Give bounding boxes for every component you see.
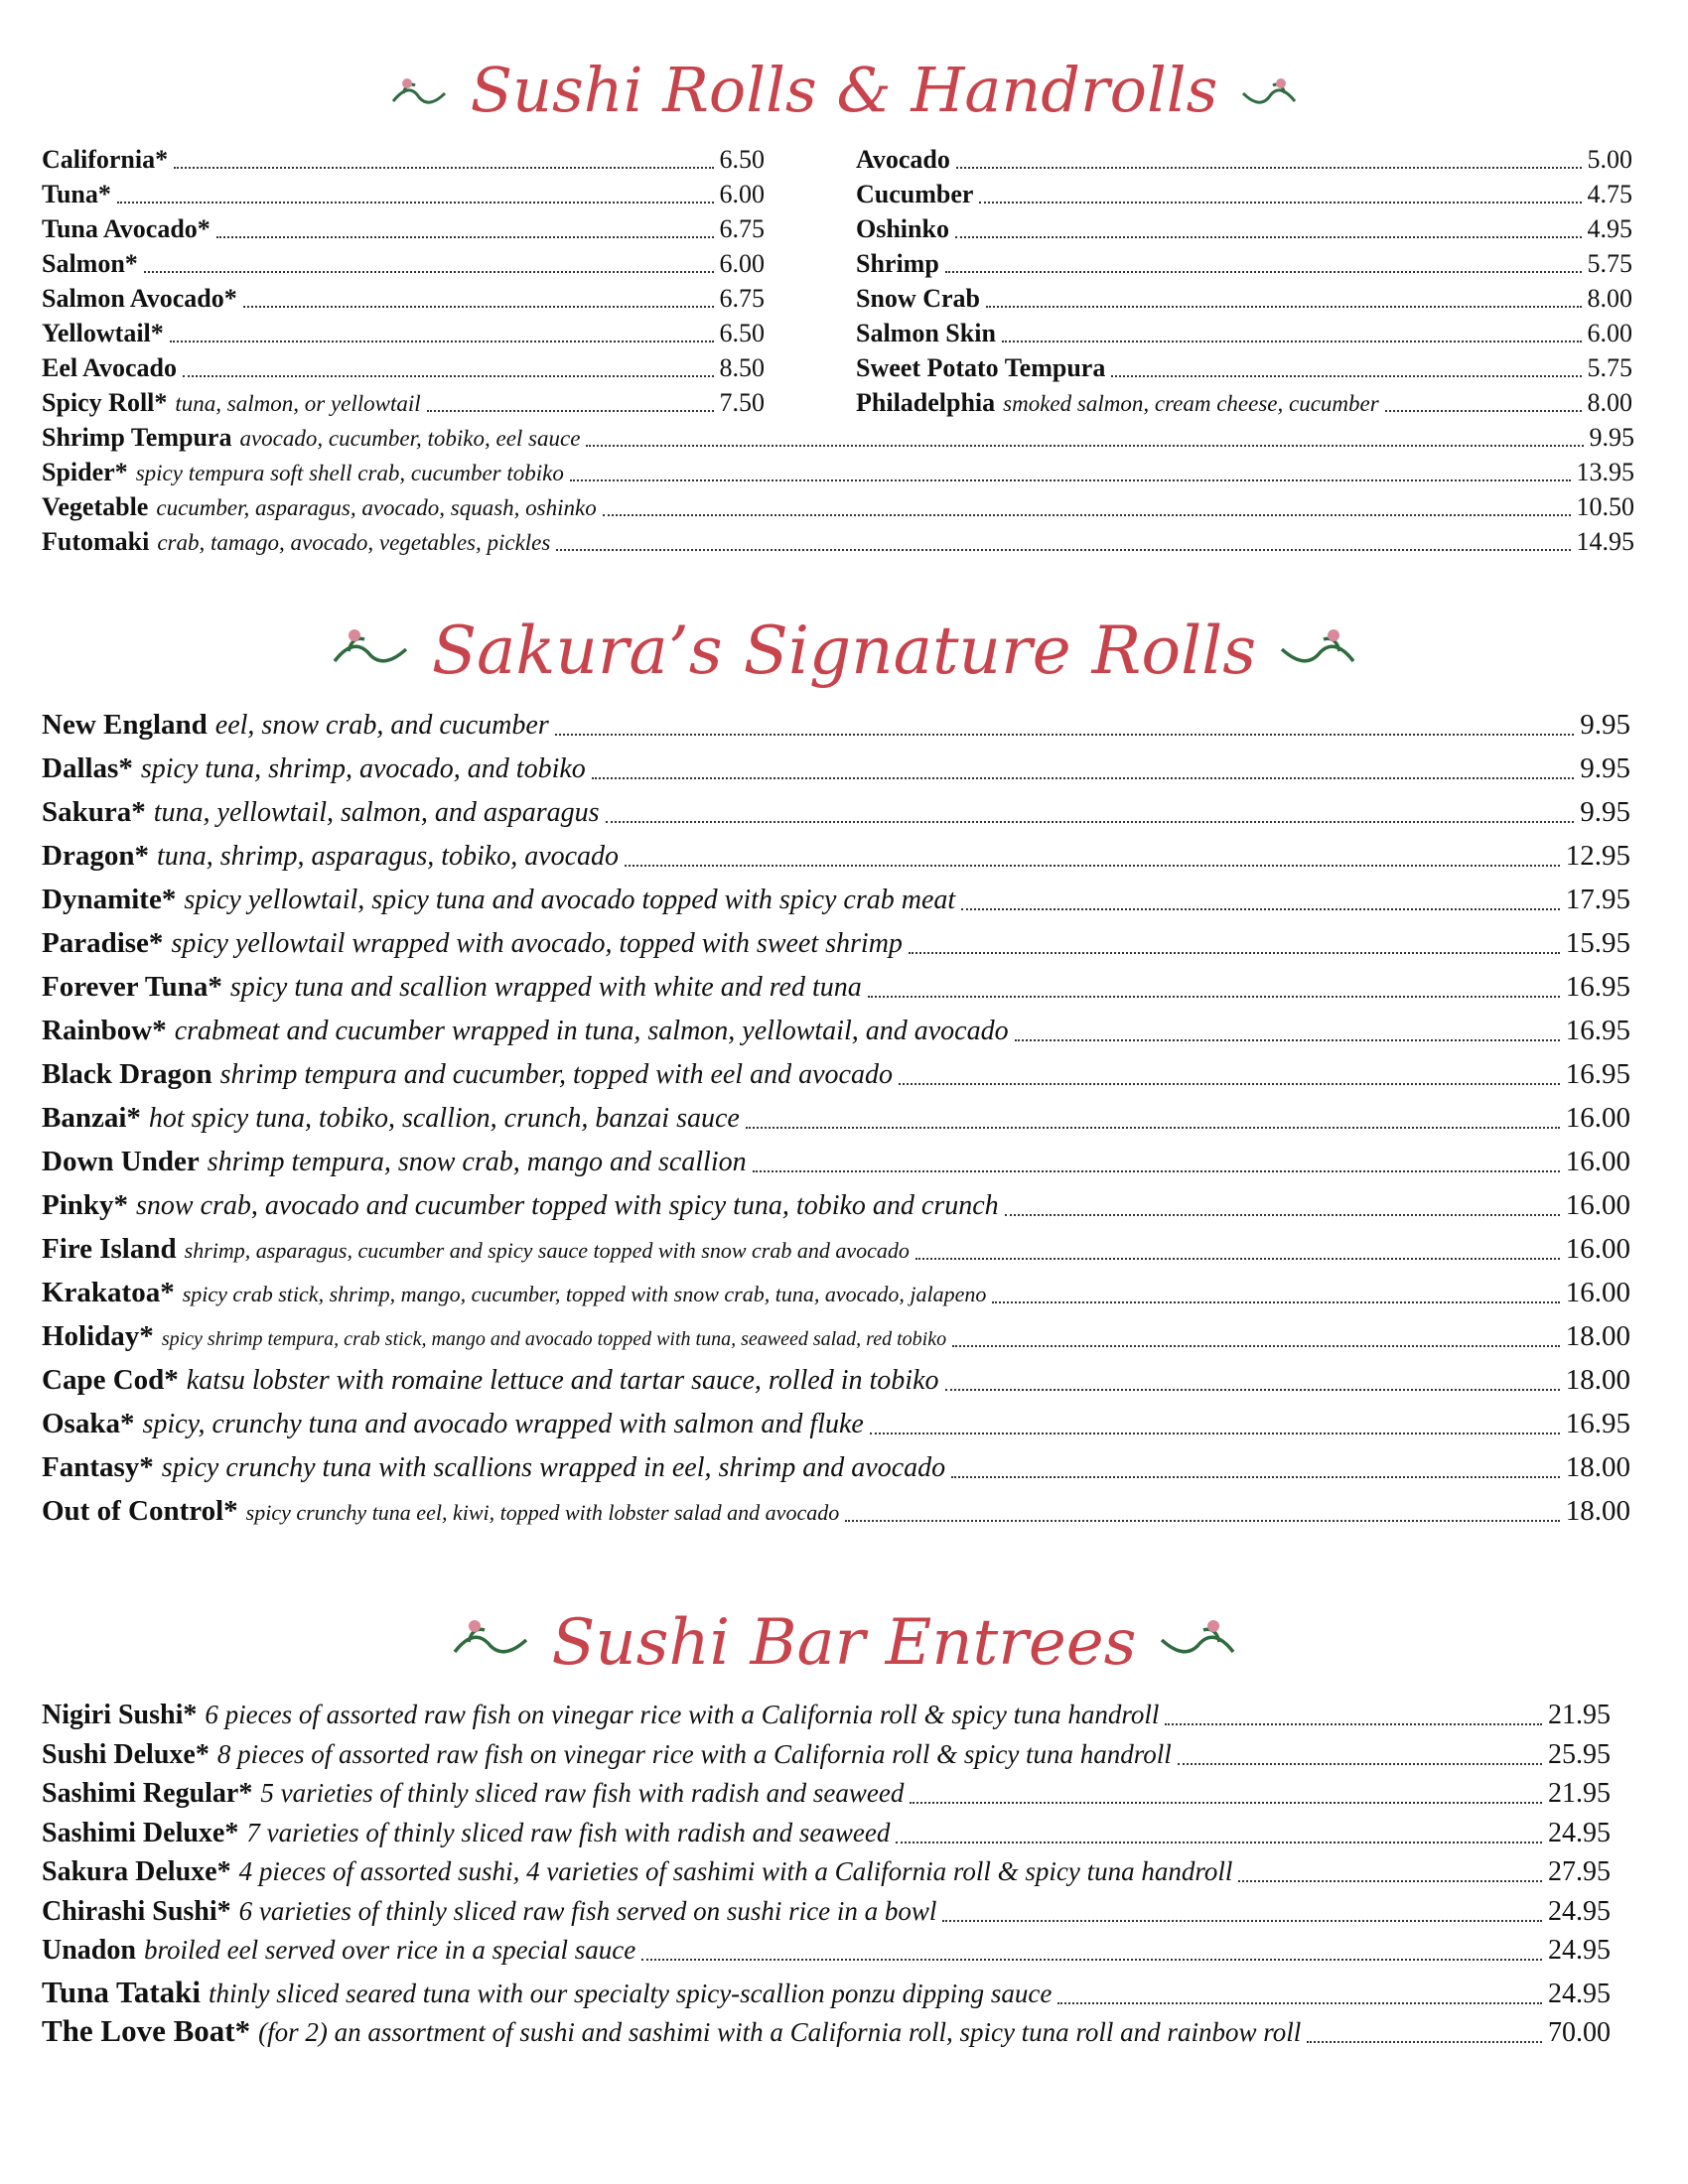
dotted-leader [1238,1880,1542,1882]
menu-item-row [856,180,1632,209]
menu-item-price: 18.00 [1565,1451,1630,1483]
menu-item-row [42,1015,1630,1047]
menu-item-row [42,1320,1630,1353]
menu-item-price: 7.50 [719,388,765,417]
menu-item-price: 6.00 [1587,319,1632,347]
menu-item-name: Paradise* [42,927,164,959]
section-title-text: Sakura’s Signature Rolls [431,612,1257,689]
menu-item-description: 4 pieces of assorted sushi, 4 varieties of sashimi with a California roll & spicy tuna handroll [238,1856,1233,1886]
dotted-leader [961,908,1560,910]
menu-item-row [42,214,765,244]
menu-item-name: Banzai* [42,1102,141,1134]
dotted-leader [915,1258,1560,1260]
menu-item-price: 5.00 [1587,145,1632,174]
menu-item-description: spicy shrimp tempura, crab stick, mango and avocado topped with tuna, seaweed salad, red tobiko [161,1328,947,1350]
menu-item-price: 6.00 [719,249,765,278]
dotted-leader [243,306,714,308]
menu-item-price: 16.00 [1565,1189,1630,1221]
menu-item-name: Snow Crab [856,284,980,313]
menu-item-price: 6.00 [719,180,765,208]
dotted-leader [570,479,1571,481]
menu-item-row [42,840,1630,873]
menu-item-price: 24.95 [1548,1895,1611,1927]
menu-item-name: Philadelphia [856,388,996,417]
menu-item-price: 6.50 [719,145,765,174]
menu-item-price: 24.95 [1548,1817,1611,1848]
menu-item-row [42,1233,1630,1266]
menu-item-description: shrimp tempura, snow crab, mango and scallion [207,1147,747,1177]
menu-item-name: Unadon [42,1935,136,1966]
menu-item-description: (for 2) an assortment of sushi and sashimi with a California roll, spicy tuna roll and rainbow roll [258,2017,1302,2047]
menu-item-description: cucumber, asparagus, avocado, squash, oshinko [156,495,597,520]
menu-item-row [42,1818,1611,1849]
menu-item-row [42,1856,1611,1888]
menu-item-row [856,284,1632,314]
menu-item-name: Osaka* [42,1408,135,1439]
dotted-leader [586,445,1583,447]
menu-item-description: broiled eel served over rice in a special sauce [143,1935,636,1965]
dotted-leader [951,1476,1560,1478]
menu-item-description: tuna, yellowtail, salmon, and asparagus [153,797,600,828]
menu-item-price: 5.75 [1587,353,1632,382]
menu-item-name: Sakura* [42,796,146,828]
cherry-blossom-sprig-icon [1158,1606,1237,1680]
dotted-leader [1165,1723,1542,1725]
dotted-leader [603,514,1571,516]
dotted-leader [753,1170,1560,1172]
menu-item-name: Sushi Deluxe* [42,1738,210,1770]
menu-item-price: 8.50 [719,353,765,382]
dotted-leader [556,549,1570,551]
menu-item-name: Salmon Skin [856,319,996,347]
menu-item-price: 14.95 [1576,527,1634,556]
menu-item-description: spicy yellowtail, spicy tuna and avocado topped with spicy crab meat [184,885,956,915]
menu-item-price: 17.95 [1565,884,1630,915]
menu-item-row [42,1102,1630,1135]
menu-item-price: 18.00 [1565,1495,1630,1527]
cherry-blossom-sprig-icon [451,1606,530,1680]
menu-item-name: California* [42,145,169,174]
dotted-leader [117,202,714,204]
menu-item-name: Cape Cod* [42,1364,179,1396]
cherry-blossom-sprig-icon [389,54,449,126]
menu-item-price: 9.95 [1589,423,1634,452]
dotted-leader [144,271,714,273]
dotted-leader [1015,1039,1560,1041]
menu-item-name: Holiday* [42,1320,154,1352]
menu-item-row [42,1739,1611,1771]
menu-item-name: Yellowtail* [42,319,164,347]
menu-item-row [42,319,765,348]
menu-item-price: 15.95 [1565,927,1630,959]
menu-item-name: Black Dragon [42,1058,212,1090]
menu-item-row [42,1189,1630,1222]
menu-item-name: Tuna Tataki [42,1974,202,2009]
menu-item-price: 25.95 [1548,1738,1611,1770]
menu-item-row [856,388,1632,418]
menu-item-name: Dragon* [42,840,149,872]
menu-item-name: Shrimp Tempura [42,423,232,452]
dotted-leader [899,1083,1560,1085]
menu-item-description: snow crab, avocado and cucumber topped with spicy tuna, tobiko and crunch [136,1190,999,1221]
menu-item-description: spicy tuna and scallion wrapped with white and red tuna [229,972,862,1003]
menu-item-price: 9.95 [1580,752,1630,784]
menu-item-description: crabmeat and cucumber wrapped in tuna, salmon, yellowtail, and avocado [174,1016,1009,1046]
cherry-blossom-sprig-icon [331,613,410,689]
menu-item-row [42,1896,1611,1928]
dotted-leader [945,1389,1560,1391]
menu-item-price: 18.00 [1565,1364,1630,1396]
menu-item-name: Avocado [856,145,950,174]
menu-item-description: shrimp, asparagus, cucumber and spicy sauce topped with snow crab and avocado [184,1238,910,1263]
menu-item-row [42,2013,1611,2049]
menu-item-row [42,1146,1630,1178]
menu-item-price: 24.95 [1548,1935,1611,1966]
menu-item-row [42,284,765,314]
menu-item-row [42,527,1634,557]
menu-item-row [856,249,1632,279]
menu-item-row [42,1700,1611,1731]
dotted-leader [1178,1763,1542,1765]
menu-item-price: 9.95 [1580,709,1630,741]
menu-item-price: 24.95 [1548,1978,1611,2009]
dotted-leader [555,734,1575,736]
menu-item-price: 16.00 [1565,1277,1630,1308]
menu-item-description: 5 varieties of thinly sliced raw fish with radish and seaweed [260,1778,905,1808]
section-title-text: Sushi Bar Entrees [551,1606,1137,1680]
menu-item-description: spicy tempura soft shell crab, cucumber tobiko [135,461,564,485]
menu-item-description: tuna, salmon, or yellowtail [175,391,421,416]
dotted-leader [170,341,714,342]
menu-item-description: spicy crunchy tuna eel, kiwi, topped with lobster salad and avocado [245,1500,840,1525]
menu-item-price: 16.00 [1565,1102,1630,1134]
menu-item-name: Pinky* [42,1189,129,1221]
menu-item-price: 70.00 [1548,2017,1611,2048]
menu-item-row [42,709,1630,742]
menu-item-price: 18.00 [1565,1320,1630,1352]
menu-item-price: 16.95 [1565,1408,1630,1439]
menu-item-price: 4.95 [1587,214,1632,243]
menu-item-description: 6 pieces of assorted raw fish on vinegar rice with a California roll & spicy tuna handroll [205,1700,1160,1729]
menu-item-price: 27.95 [1548,1856,1611,1887]
dotted-leader [746,1127,1560,1129]
dotted-leader [1057,2002,1542,2004]
dotted-leader [625,865,1560,867]
menu-item-name: Salmon Avocado* [42,284,237,313]
menu-item-name: Forever Tuna* [42,971,222,1003]
dotted-leader [845,1520,1560,1522]
menu-item-price: 8.00 [1587,284,1632,313]
menu-item-name: Eel Avocado [42,353,178,382]
menu-item-price: 6.50 [719,319,765,347]
menu-item-price: 6.75 [719,284,765,313]
menu-item-row [42,353,765,383]
menu-item-description: spicy tuna, shrimp, avocado, and tobiko [140,753,586,784]
menu-item-price: 21.95 [1548,1778,1611,1809]
dotted-leader [992,1301,1559,1303]
menu-item-description: tuna, shrimp, asparagus, tobiko, avocado [156,841,620,872]
menu-item-name: Oshinko [856,214,949,243]
dotted-leader [979,202,1581,204]
menu-item-row [856,214,1632,244]
menu-item-name: Salmon* [42,249,138,278]
menu-item-name: Fire Island [42,1233,177,1265]
menu-item-row [42,1935,1611,1967]
menu-item-description: spicy, crunchy tuna and avocado wrapped with salmon and fluke [142,1409,864,1439]
dotted-leader [986,306,1582,308]
dotted-leader [870,1433,1560,1434]
menu-item-row [42,458,1634,487]
menu-item-row [42,249,765,279]
menu-item-name: Cucumber [856,180,974,208]
menu-item-name: Shrimp [856,249,939,278]
cherry-blossom-sprig-icon [1239,54,1299,126]
menu-item-name: Chirashi Sushi* [42,1895,231,1927]
dotted-leader [909,952,1560,954]
menu-item-description: spicy yellowtail wrapped with avocado, topped with sweet shrimp [171,928,903,959]
menu-item-row [42,796,1630,829]
dotted-leader [955,236,1582,238]
menu-item-description: katsu lobster with romaine lettuce and tartar sauce, rolled in tobiko [186,1365,939,1396]
menu-item-name: Sakura Deluxe* [42,1856,231,1887]
menu-item-row [42,145,765,175]
menu-item-description: spicy crab stick, shrimp, mango, cucumber, topped with snow crab, tuna, avocado, jalapeno [182,1282,987,1306]
dotted-leader [896,1842,1542,1843]
menu-item-name: Sashimi Deluxe* [42,1817,239,1848]
menu-item-row [42,180,765,209]
menu-item-description: avocado, cucumber, tobiko, eel sauce [239,426,581,451]
menu-item-price: 4.75 [1587,180,1632,208]
menu-item-price: 16.95 [1565,1058,1630,1090]
menu-item-row [42,752,1630,785]
menu-item-name: Spicy Roll* [42,388,168,417]
dotted-leader [183,375,713,377]
menu-item-row [42,1058,1630,1091]
dotted-leader [592,777,1574,779]
menu-item-name: Tuna* [42,180,111,208]
dotted-leader [1307,2041,1542,2043]
menu-item-row [42,971,1630,1004]
menu-item-name: The Love Boat* [42,2013,251,2048]
menu-item-price: 13.95 [1576,458,1634,486]
dotted-leader [1385,410,1582,412]
menu-item-row [856,353,1632,383]
menu-item-price: 16.95 [1565,971,1630,1003]
dotted-leader [216,236,714,238]
menu-item-name: Dallas* [42,752,133,784]
menu-item-row [42,1408,1630,1440]
dotted-leader [942,1920,1542,1922]
menu-item-name: Out of Control* [42,1495,238,1527]
menu-item-price: 8.00 [1587,388,1632,417]
menu-item-row [42,884,1630,916]
menu-item-name: Dynamite* [42,884,177,915]
menu-item-description: shrimp tempura and cucumber, topped with eel and avocado [219,1059,893,1090]
section-title-sushi-bar-entrees [0,1588,1688,1698]
menu-item-row [42,1495,1630,1528]
menu-item-description: 7 varieties of thinly sliced raw fish with radish and seaweed [246,1817,891,1847]
menu-item-row [42,492,1634,522]
dotted-leader [910,1802,1542,1804]
cherry-blossom-sprig-icon [1278,613,1357,689]
menu-item-row [42,1975,1611,2010]
menu-item-price: 16.95 [1565,1015,1630,1046]
menu-item-row [42,388,765,418]
dotted-leader [1005,1214,1560,1216]
menu-item-name: Rainbow* [42,1015,167,1046]
menu-item-name: New England [42,709,208,741]
dotted-leader [427,410,714,412]
menu-item-row [856,319,1632,348]
dotted-leader [956,167,1582,169]
dotted-leader [952,1345,1560,1347]
menu-item-row [42,423,1634,453]
dotted-leader [945,271,1582,273]
menu-item-name: Fantasy* [42,1451,154,1483]
menu-item-price: 12.95 [1565,840,1630,872]
menu-item-name: Spider* [42,458,128,486]
dotted-leader [606,821,1575,823]
menu-item-price: 16.00 [1565,1233,1630,1265]
menu-item-name: Futomaki [42,527,150,556]
dotted-leader [1111,375,1581,377]
menu-item-description: smoked salmon, cream cheese, cucumber [1003,391,1379,416]
menu-item-price: 9.95 [1580,796,1630,828]
menu-item-row [42,1364,1630,1397]
menu-item-price: 5.75 [1587,249,1632,278]
section-title-signature-rolls [0,596,1688,705]
menu-item-row [856,145,1632,175]
menu-item-price: 16.00 [1565,1146,1630,1177]
dotted-leader [868,996,1560,998]
section-title-sushi-rolls [0,40,1688,139]
menu-item-description: thinly sliced seared tuna with our specialty spicy-scallion ponzu dipping sauce [209,1978,1053,2008]
menu-item-price: 10.50 [1576,492,1634,521]
menu-item-description: 8 pieces of assorted raw fish on vinegar rice with a California roll & spicy tuna handroll [216,1738,1172,1769]
menu-item-name: Down Under [42,1146,200,1177]
menu-item-name: Krakatoa* [42,1277,175,1308]
menu-item-row [42,1451,1630,1484]
menu-item-name: Sashimi Regular* [42,1778,253,1809]
menu-item-description: hot spicy tuna, tobiko, scallion, crunch, banzai sauce [148,1103,740,1134]
menu-item-name: Sweet Potato Tempura [856,353,1106,382]
menu-item-row [42,927,1630,960]
dotted-leader [174,167,713,169]
menu-item-name: Nigiri Sushi* [42,1700,198,1730]
section-title-text: Sushi Rolls & Handrolls [470,53,1218,126]
menu-item-description: crab, tamago, avocado, vegetables, pickles [157,530,551,555]
menu-item-row [42,1778,1611,1810]
menu-item-price: 6.75 [719,214,765,243]
dotted-leader [641,1959,1542,1961]
menu-item-price: 21.95 [1548,1700,1611,1730]
menu-item-name: Tuna Avocado* [42,214,211,243]
menu-item-description: eel, snow crab, and cucumber [214,710,549,741]
menu-item-name: Vegetable [42,492,149,521]
menu-item-description: 6 varieties of thinly sliced raw fish served on sushi rice in a bowl [238,1895,937,1926]
menu-item-row [42,1277,1630,1309]
dotted-leader [1002,341,1582,342]
menu-item-description: spicy crunchy tuna with scallions wrapped in eel, shrimp and avocado [161,1452,946,1483]
